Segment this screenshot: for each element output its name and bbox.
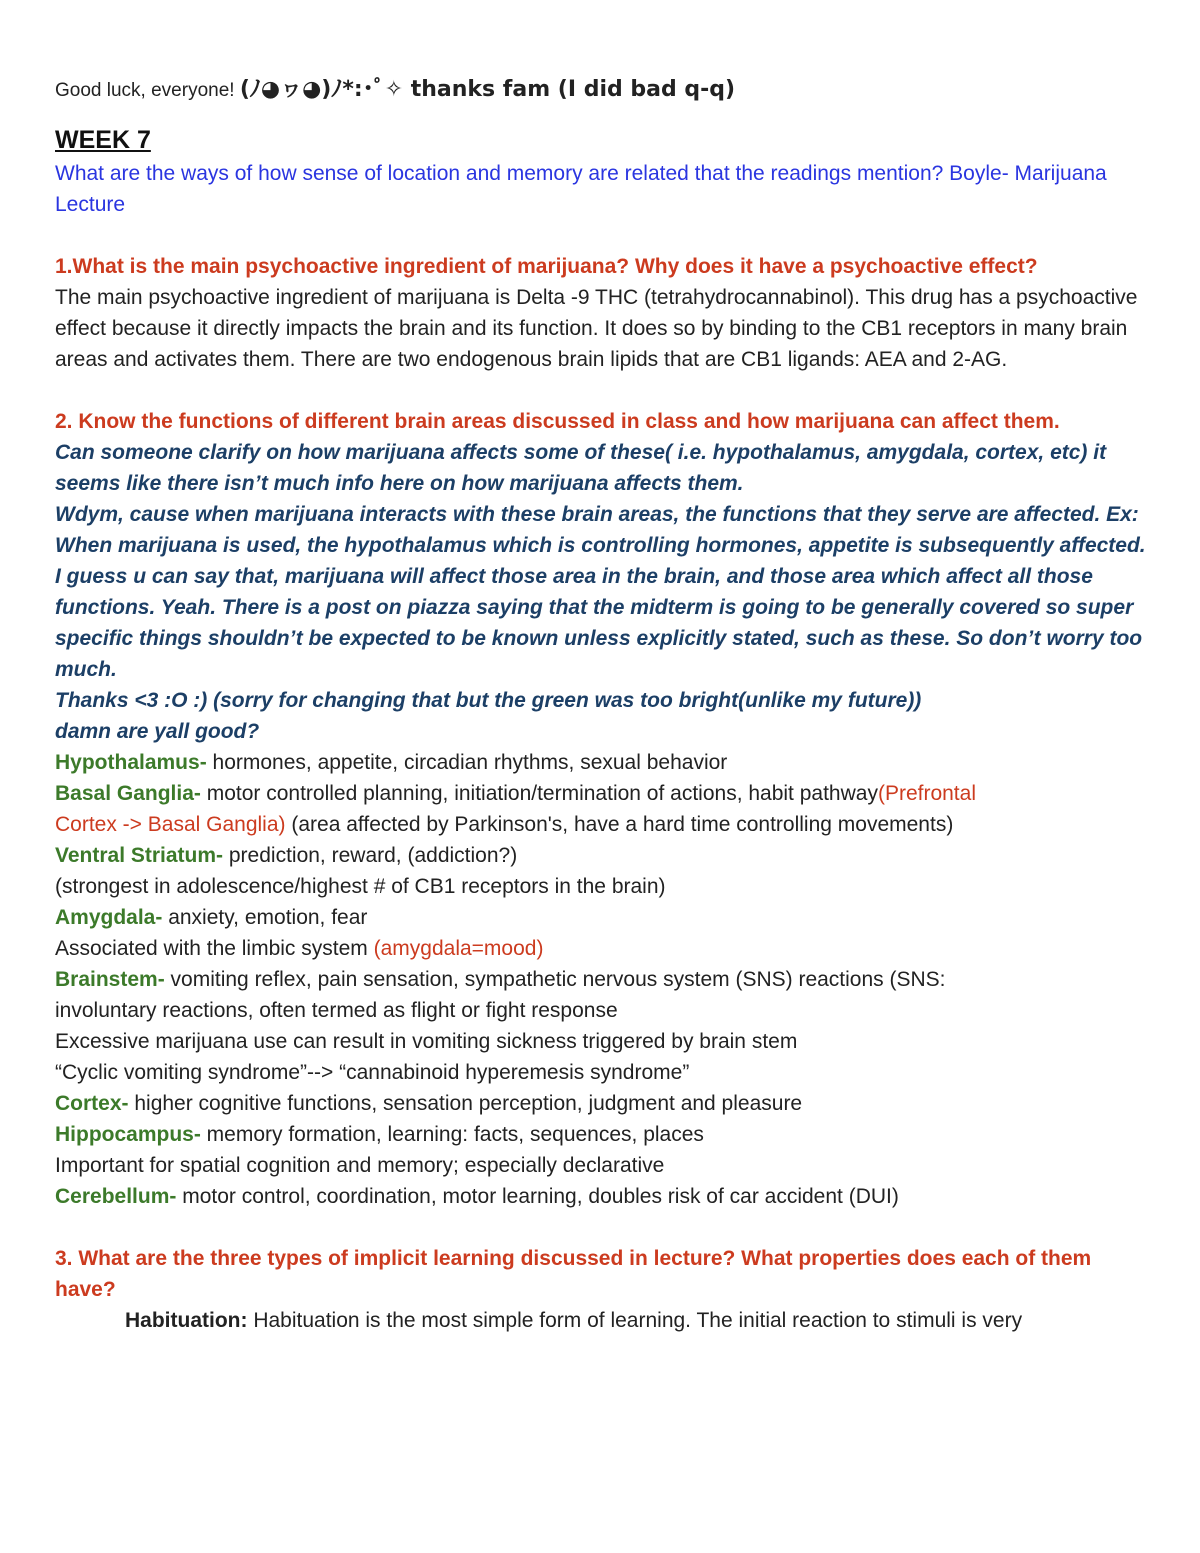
area-hippocampus: [55, 1119, 1155, 1150]
area-note-text: Associated with the limbic system: [55, 937, 374, 960]
area-cerebellum: [55, 1181, 1155, 1212]
area-note: Excessive marijuana use can result in vomiting sickness triggered by brain stem: [55, 1030, 798, 1053]
area-note: [55, 933, 1155, 964]
area-desc: higher cognitive functions, sensation perception, judgment and pleasure: [128, 1092, 803, 1115]
area-desc: motor controlled planning, initiation/termination of actions, habit pathway: [200, 782, 878, 805]
emoji-thanks-text: (ﾉ◕ヮ◕)ﾉ*:･ﾟ✧ thanks fam (I did bad q-q): [239, 77, 736, 102]
area-ventral-striatum: [55, 840, 1155, 871]
area-note-red: (amygdala=mood): [373, 937, 544, 960]
area-hypothalamus: [55, 747, 1155, 778]
area-desc: hormones, appetite, circadian rhythms, sexual behavior: [206, 751, 728, 774]
area-name: Brainstem-: [55, 968, 165, 991]
area-desc: involuntary reactions, often termed as flight or fight response: [55, 999, 618, 1022]
area-desc: prediction, reward, (addiction?): [223, 844, 518, 867]
discussion-comment: damn are yall good?: [55, 720, 260, 743]
question-3: 3. What are the three types of implicit learning discussed in lecture? What properties does each of them have?: [55, 1247, 1092, 1301]
area-name: Hippocampus-: [55, 1123, 201, 1146]
week-title: WEEK 7: [55, 126, 151, 154]
area-name: Ventral Striatum-: [55, 844, 224, 867]
area-desc: memory formation, learning: facts, sequences, places: [200, 1123, 704, 1146]
area-amygdala: [55, 902, 1155, 933]
area-brainstem: [55, 964, 1155, 995]
area-name: Amygdala-: [55, 906, 163, 929]
area-note: (strongest in adolescence/highest # of CB1 receptors in the brain): [55, 875, 666, 898]
habituation-text: Habituation is the most simple form of learning. The initial reaction to stimuli is very: [247, 1309, 1023, 1332]
answer-1: The main psychoactive ingredient of marijuana is Delta -9 THC (tetrahydrocannabinol). This drug has a psychoactive effect because it directly impacts the brain and its function. It does so by binding to the CB1 receptors in many brain areas and activates them. There are two endogenous brain lipids that are CB1 ligands: AEA and 2-AG.: [55, 286, 1138, 371]
area-name: Cortex-: [55, 1092, 129, 1115]
area-note: Important for spatial cognition and memory; especially declarative: [55, 1154, 665, 1177]
area-name: Basal Ganglia-: [55, 782, 201, 805]
area-desc: (area affected by Parkinson's, have a hard time controlling movements): [285, 813, 954, 836]
area-desc: anxiety, emotion, fear: [162, 906, 368, 929]
habituation-label: Habituation:: [125, 1309, 248, 1332]
discussion-comment: Wdym, cause when marijuana interacts with these brain areas, the functions that they serve are affected. Ex: When marijuana is used, the hypothalamus which is controlling hormones, appetite is subsequently affected.: [55, 503, 1146, 557]
area-desc: motor control, coordination, motor learning, doubles risk of car accident (DUI): [176, 1185, 899, 1208]
discussion-comment: Can someone clarify on how marijuana affects some of these( i.e. hypothalamus, amygdala, cortex, etc) it seems like there isn’t much info here on how marijuana affects them.: [55, 441, 1107, 495]
discussion-comment: I guess u can say that, marijuana will affect those area in the brain, and those area which affect all those functions. Yeah. There is a post on piazza saying that the midterm is going to be generally covered so super specific things shouldn’t be expected to be known unless explicitly stated, such as these. So don’t worry too much.: [55, 565, 1143, 681]
area-note: “Cyclic vomiting syndrome”--> “cannabinoid hyperemesis syndrome”: [55, 1061, 690, 1084]
habituation-line: [55, 1305, 1155, 1336]
area-desc: vomiting reflex, pain sensation, sympathetic nervous system (SNS) reactions (SNS:: [164, 968, 946, 991]
area-name: Cerebellum-: [55, 1185, 177, 1208]
document-page: [55, 74, 1155, 1336]
area-basal-ganglia: [55, 778, 1155, 840]
area-cortex: [55, 1088, 1155, 1119]
area-name: Hypothalamus-: [55, 751, 207, 774]
question-1: 1.What is the main psychoactive ingredient of marijuana? Why does it have a psychoactive effect?: [55, 255, 1038, 278]
header-line: [55, 74, 1155, 106]
discussion-comment: Thanks <3 :O :) (sorry for changing that but the green was too bright(unlike my future)): [55, 689, 922, 712]
area-note-red: (Prefrontal: [877, 782, 976, 805]
area-note-red: Cortex -> Basal Ganglia): [55, 813, 286, 836]
intro-question: What are the ways of how sense of location and memory are related that the readings mention? Boyle- Marijuana Lecture: [55, 162, 1107, 216]
question-2: 2. Know the functions of different brain areas discussed in class and how marijuana can affect them.: [55, 410, 1060, 433]
greeting-text: Good luck, everyone!: [55, 80, 240, 101]
